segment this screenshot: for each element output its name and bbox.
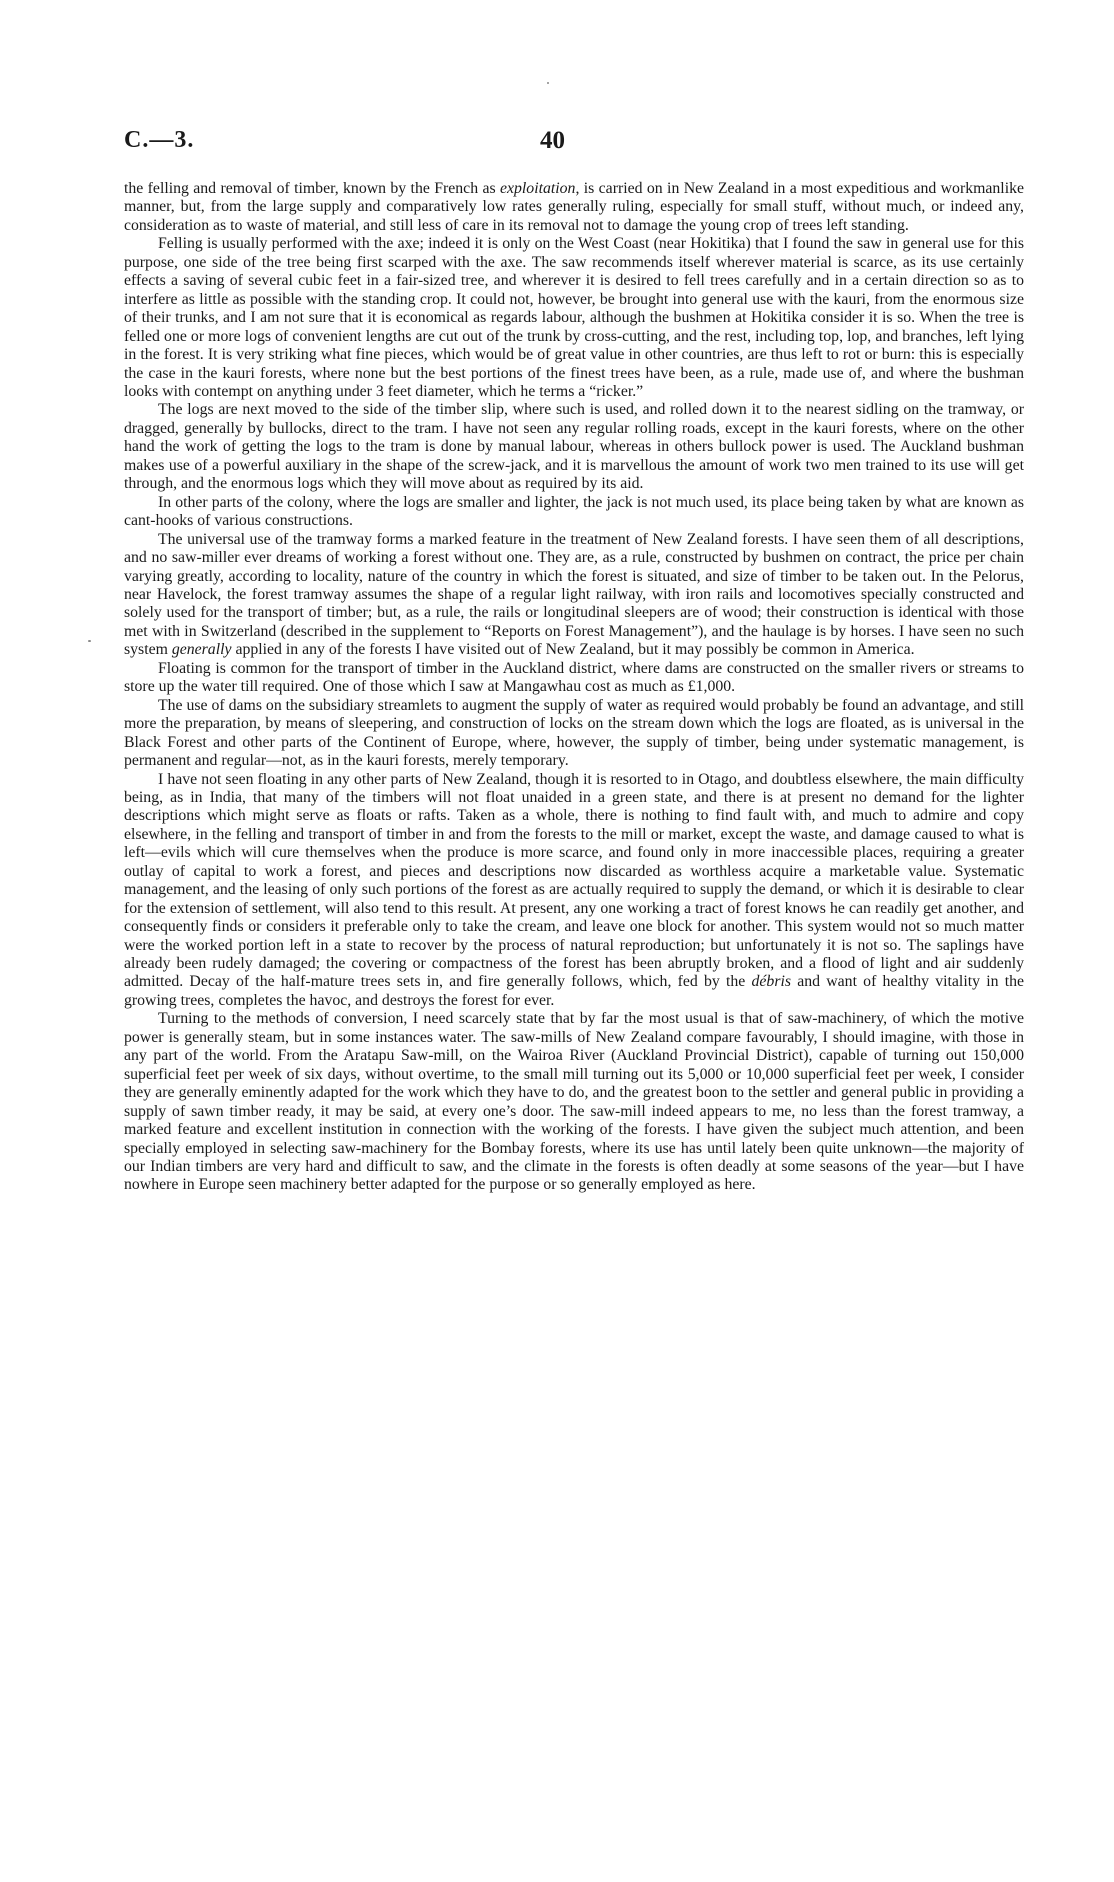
text-segment: The universal use of the tramway forms a marked feature in the treatment of New Zealand forests. I have seen them of all descriptions, and no saw-miller ever dreams of working a forest without one. They are, as a rule, constructed by bushmen on contract, the price per chain varying greatly, according to locality, nature of the country in which the forest is situated, and size of timber to be taken out. In the Pelorus, near Havelock, the forest tramway assumes the shape of a regular light railway, with iron rails and locomotives specially constructed and solely used for the transport of timber; but, as a rule, the rails or longitudinal sleepers are of wood; their construction is identical with those met with in Switzerland (described in the supplement to “Reports on Forest Management”), and the haulage is by horses. I have seen no such system (124, 530, 1024, 659)
body-text (124, 180, 1024, 1195)
paragraph (124, 180, 1024, 235)
paragraph (124, 531, 1024, 660)
paragraph (124, 660, 1024, 697)
text-segment: the felling and removal of timber, known by the French as (124, 180, 500, 197)
italic-text-segment: generally (171, 641, 232, 659)
paper-reference: C.—3. (124, 127, 195, 153)
paragraph (124, 494, 1024, 531)
text-segment: In other parts of the colony, where the logs are smaller and lighter, the jack is not much used, its place being taken by what are known as cant-hooks of various constructions. (124, 493, 1024, 530)
paragraph (124, 771, 1024, 1011)
text-segment: and want of healthy vitality in the growing trees, completes the havoc, and destroys the forest for ever. (124, 973, 1025, 1009)
text-segment: The use of dams on the subsidiary streamlets to augment the supply of water as required would probably be found an advantage, and still more the preparation, by means of sleepering, and construction of locks on the stream down which the logs are floated, as is universal in the Black Forest and other parts of the Continent of Europe, where, however, the supply of timber, being under systematic management, is permanent and regular—not, as in the kauri forests, merely temporary. (124, 696, 1024, 770)
page-number: 40 (540, 127, 565, 154)
text-segment: Floating is common for the transport of timber in the Auckland district, where dams are constructed on the smaller rivers or streams to store up the water till required. One of those which I saw at Mangawhau cost as much as £1,000. (124, 659, 1024, 696)
paragraph (124, 697, 1024, 771)
paragraph (124, 1010, 1024, 1195)
paragraph (124, 235, 1024, 401)
italic-text-segment: débris (751, 973, 792, 991)
text-segment: , is carried on in New Zealand in a most expeditious and workmanlike manner, but, from the large supply and comparatively low rates generally ruling, especially for small stuff, without much, or indeed any, consideration as to waste of material, and still less of care in its removal not to damage the young crop of trees left standing. (124, 180, 1024, 234)
text-segment: I have not seen floating in any other parts of New Zealand, though it is resorted to in Otago, and doubtless elsewhere, the main difficulty being, as in India, that many of the timbers will not float unaided in a green state, and there is at present no demand for the lighter descriptions which might serve as floats or rafts. Taken as a whole, there is nothing to find fault with, and much to admire and copy elsewhere, in the felling and transport of timber in and from the forests to the mill or market, except the waste, and damage caused to what is left—evils which will cure themselves when the produce is more scarce, and found only in more inaccessible places, requiring a greater outlay of capital to work a forest, and pieces and descriptions now discarded as worthless acquire a marketable value. Systematic management, and the leasing of only such portions of the forest as are actually required to supply the demand, or which it is desirable to clear for the extension of settlement, will also tend to this result. At present, any one working a tract of forest knows he can readily get another, and consequently finds or considers it preferable only to take the cream, and leave one block for another. This system would not so much matter were the worked portion left in a state to recover by the process of natural reproduction; but unfortunately it is not so. The saplings have already been rudely damaged; the covering or compactness of the forest has been abruptly broken, and a flood of light and air suddenly admitted. Decay of the half-mature trees sets in, and fire generally follows, which, fed by the (124, 770, 1024, 991)
text-segment: applied in any of the forests I have visited out of New Zealand, but it may possibly be common in America. (231, 641, 915, 659)
text-segment: Felling is usually performed with the axe; indeed it is only on the West Coast (near Hokitika) that I found the saw in general use for this purpose, one side of the tree being first scarped with the axe. The saw recommends itself wherever material is scarce, as its use certainly effects a saving of several cubic feet in a fair-sized tree, and wherever it is desired to fell trees carefully and in a certain direction so as to interfere as little as possible with the standing crop. It could not, however, be brought into general use with the kauri, from the enormous size of their trunks, and I am not sure that it is economical as regards labour, although the bushmen at Hokitika consider it is so. When the tree is felled one or more logs of convenient lengths are cut out of the trunk by cross-cutting, and the rest, including top, lop, and branches, left lying in the forest. It is very striking what fine pieces, which would be of great value in other countries, are thus left to rot or burn: this is especially the case in the kauri forests, where none but the best portions of the finest trees have been, as a rule, made use of, and where the bushman looks with contempt on anything under 3 feet diameter, which he terms a “ricker.” (124, 235, 1024, 400)
scan-speck-top (547, 82, 549, 84)
text-segment: The logs are next moved to the side of the timber slip, where such is used, and rolled down it to the nearest sidling on the tramway, or dragged, generally by bullocks, direct to the tram. I have not seen any regular rolling roads, except in the kauri forests, where on the other hand the work of getting the logs to the tram is done by manual labour, whereas in others bullock power is used. The Auckland bushman makes use of a powerful auxiliary in the shape of the screw-jack, and it is marvellous the amount of work two men trained to its use will get through, and the enormous logs which they will move about as required by its aid. (124, 401, 1024, 493)
paragraph (124, 401, 1024, 493)
scan-speck-margin (88, 640, 91, 642)
italic-text-segment: exploitation (499, 180, 576, 197)
text-segment: Turning to the methods of conversion, I need scarcely state that by far the most usual is that of saw-machinery, of which the motive power is generally steam, but in some instances water. The saw-mills of New Zealand compare favourably, I should imagine, with those in any part of the world. From the Aratapu Saw-mill, on the Wairoa River (Auckland Provincial District), capable of turning out 150,000 superficial feet per week of six days, without overtime, to the small mill turning out its 5,000 or 10,000 superficial feet per week, I consider they are generally eminently adapted for the work which they have to do, and the greatest boon to the settler and general public in providing a supply of sawn timber ready, it may be said, at every one’s door. The saw-mill indeed appears to me, no less than the forest tramway, a marked feature and excellent institution in connection with the working of the forests. I have given the subject much attention, and been specially employed in selecting saw-machinery for the Bombay forests, where its use has until lately been quite unknown—the majority of our Indian timbers are very hard and difficult to saw, and the climate in the forests is often deadly at some seasons of the year—but I have nowhere in Europe seen machinery better adapted for the purpose or so generally employed as here. (124, 1010, 1024, 1194)
